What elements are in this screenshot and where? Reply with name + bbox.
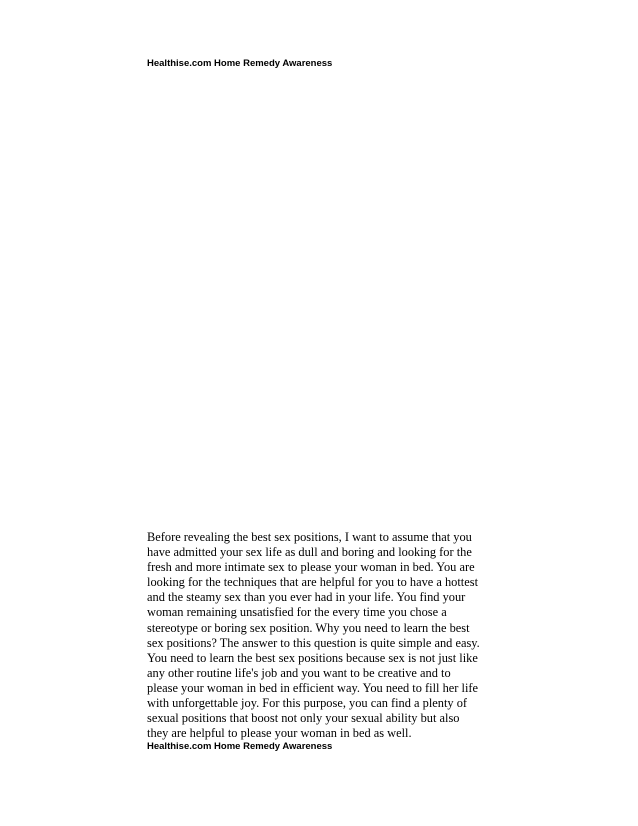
paragraph-line: and the steamy sex than you ever had in your life. You find your (147, 590, 466, 605)
paragraph-line: woman remaining unsatisfied for the every time you chose a (147, 605, 447, 620)
paragraph-line: sexual positions that boost not only your sexual ability but also (147, 711, 460, 726)
paragraph-line: any other routine life's job and you want to be creative and to (147, 665, 451, 680)
page-footer: Healthise.com Home Remedy Awareness (147, 741, 333, 752)
paragraph-line: Before revealing the best sex positions, I want to assume that you (147, 530, 472, 544)
paragraph-line: You need to learn the best sex positions because sex is not just like (147, 650, 478, 665)
paragraph-line: looking for the techniques that are helpful for you to have a hottest (147, 575, 479, 590)
page-header: Healthise.com Home Remedy Awareness (147, 58, 333, 69)
body-paragraph (147, 530, 492, 741)
paragraph-line: please your woman in bed in efficient way. You need to fill her life (147, 680, 479, 695)
paragraph-line: they are helpful to please your woman in bed as well. (147, 726, 412, 741)
paragraph-line: stereotype or boring sex position. Why you need to learn the best (147, 620, 470, 635)
paragraph-line: have admitted your sex life as dull and boring and looking for the (147, 545, 472, 560)
paragraph-line: with unforgettable joy. For this purpose, you can find a plenty of (147, 696, 468, 711)
paragraph-line: sex positions? The answer to this question is quite simple and easy. (147, 635, 480, 650)
paragraph-line: fresh and more intimate sex to please your woman in bed. You are (147, 560, 475, 575)
